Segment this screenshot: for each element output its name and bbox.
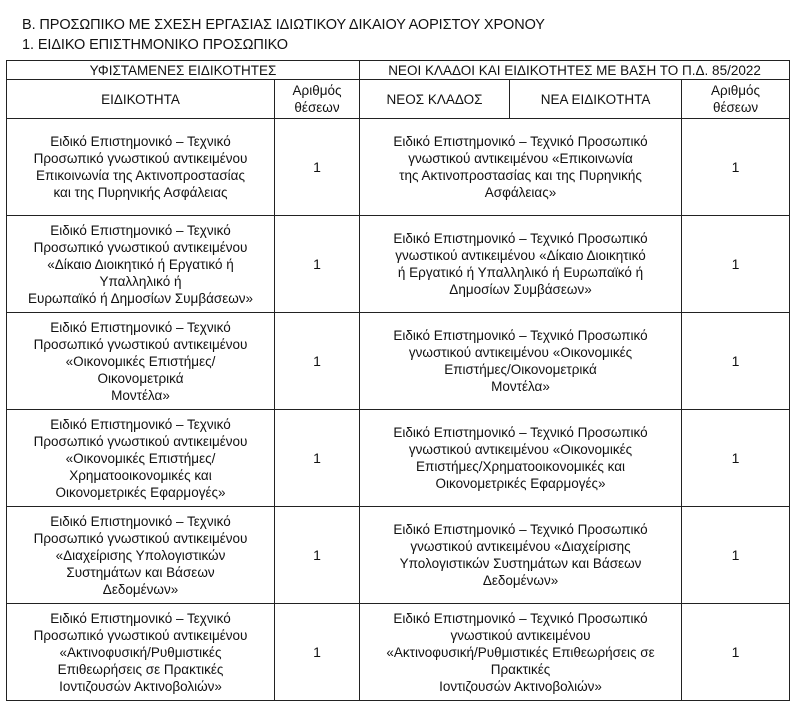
new-branches-header: ΝΕΟΙ ΚΛΑΔΟΙ ΚΑΙ ΕΙΔΙΚΟΤΗΤΕΣ ΜΕ ΒΑΣΗ ΤΟ Π.Δ. 85/2022 xyxy=(360,61,790,80)
section-title: Β. ΠΡΟΣΩΠΙΚΟ ΜΕ ΣΧΕΣΗ ΕΡΓΑΣΙΑΣ ΙΔΙΩΤΙΚΟΥ ΔΙΚΑΙΟΥ ΑΟΡΙΣΤΟΥ ΧΡΟΝΟΥ xyxy=(22,17,545,33)
specialties-table xyxy=(6,60,790,701)
specialty-column-header: ΕΙΔΙΚΟΤΗΤΑ xyxy=(7,80,275,119)
new-branch-column-header: ΝΕΟΣ ΚΛΑΔΟΣ xyxy=(360,80,510,119)
new-positions-cell: 1 xyxy=(682,313,790,410)
table-row xyxy=(7,313,790,410)
table-row xyxy=(7,507,790,604)
positions-column-header: Αριθμός θέσεων xyxy=(275,80,360,119)
old-specialty-cell: Ειδικό Επιστημονικό – Τεχνικό Προσωπικό γνωστικού αντικειμένου «Δίκαιο Διοικητικό ή Εργατικό ή Υπαλληλικό ή Ευρωπαϊκό ή Δημοσίων Συμβάσεων» xyxy=(7,216,275,313)
subsection-title: 1. ΕΙΔΙΚΟ ΕΠΙΣΤΗΜΟΝΙΚΟ ΠΡΟΣΩΠΙΚΟ xyxy=(22,37,288,53)
old-specialty-cell: Ειδικό Επιστημονικό – Τεχνικό Προσωπικό γνωστικού αντικειμένου «Ακτινοφυσική/Ρυθμιστικές Επιθεωρήσεις σε Πρακτικές Ιοντιζουσών Ακτινοβολιών» xyxy=(7,604,275,701)
new-branch-specialty-cell: Ειδικό Επιστημονικό – Τεχνικό Προσωπικό γνωστικού αντικειμένου «Οικονομικές Επιστήμες/Οικονομετρικά Μοντέλα» xyxy=(360,313,682,410)
column-header-row xyxy=(7,80,790,119)
new-branch-specialty-cell: Ειδικό Επιστημονικό – Τεχνικό Προσωπικό γνωστικού αντικειμένου «Οικονομικές Επιστήμες/Χρηματοοικονομικές και Οικονομετρικές Εφαρμογές» xyxy=(360,410,682,507)
new-positions-cell: 1 xyxy=(682,507,790,604)
old-positions-cell: 1 xyxy=(275,216,360,313)
group-header-row xyxy=(7,61,790,80)
old-positions-cell: 1 xyxy=(275,604,360,701)
new-positions-column-header: Αριθμός θέσεων xyxy=(682,80,790,119)
new-positions-cell: 1 xyxy=(682,604,790,701)
existing-specialties-header: ΥΦΙΣΤΑΜΕΝΕΣ ΕΙΔΙΚΟΤΗΤΕΣ xyxy=(7,61,360,80)
old-specialty-cell: Ειδικό Επιστημονικό – Τεχνικό Προσωπικό γνωστικού αντικειμένου «Οικονομικές Επιστήμες/ Οικονομετρικά Μοντέλα» xyxy=(7,313,275,410)
old-positions-cell: 1 xyxy=(275,313,360,410)
old-specialty-cell: Ειδικό Επιστημονικό – Τεχνικό Προσωπικό γνωστικού αντικειμένου Επικοινωνία της Ακτινοπροστασίας και της Πυρηνικής Ασφάλειας xyxy=(7,119,275,216)
table-body xyxy=(7,119,790,701)
old-specialty-cell: Ειδικό Επιστημονικό – Τεχνικό Προσωπικό γνωστικού αντικειμένου «Διαχείρισης Υπολογιστικών Συστημάτων και Βάσεων Δεδομένων» xyxy=(7,507,275,604)
old-specialty-cell: Ειδικό Επιστημονικό – Τεχνικό Προσωπικό γνωστικού αντικειμένου «Οικονομικές Επιστήμες/ Χρηματοοικονομικές και Οικονομετρικές Εφαρμογές» xyxy=(7,410,275,507)
table-row xyxy=(7,604,790,701)
new-branch-specialty-cell: Ειδικό Επιστημονικό – Τεχνικό Προσωπικό γνωστικού αντικειμένου «Δίκαιο Διοικητικό ή Εργατικό ή Υπαλληλικό ή Ευρωπαϊκό ή Δημοσίων Συμβάσεων» xyxy=(360,216,682,313)
new-branch-specialty-cell: Ειδικό Επιστημονικό – Τεχνικό Προσωπικό γνωστικού αντικειμένου «Επικοινωνία της Ακτινοπροστασίας και της Πυρηνικής Ασφάλειας» xyxy=(360,119,682,216)
new-specialty-column-header: ΝΕΑ ΕΙΔΙΚΟΤΗΤΑ xyxy=(510,80,682,119)
table-row xyxy=(7,216,790,313)
new-positions-cell: 1 xyxy=(682,216,790,313)
new-branch-specialty-cell: Ειδικό Επιστημονικό – Τεχνικό Προσωπικό γνωστικού αντικειμένου «Ακτινοφυσική/Ρυθμιστικές Επιθεωρήσεις σε Πρακτικές Ιοντιζουσών Ακτινοβολιών» xyxy=(360,604,682,701)
old-positions-cell: 1 xyxy=(275,119,360,216)
table-row xyxy=(7,119,790,216)
old-positions-cell: 1 xyxy=(275,507,360,604)
new-positions-cell: 1 xyxy=(682,410,790,507)
table-row xyxy=(7,410,790,507)
new-branch-specialty-cell: Ειδικό Επιστημονικό – Τεχνικό Προσωπικό γνωστικού αντικειμένου «Διαχείρισης Υπολογιστικών Συστημάτων και Βάσεων Δεδομένων» xyxy=(360,507,682,604)
old-positions-cell: 1 xyxy=(275,410,360,507)
new-positions-cell: 1 xyxy=(682,119,790,216)
